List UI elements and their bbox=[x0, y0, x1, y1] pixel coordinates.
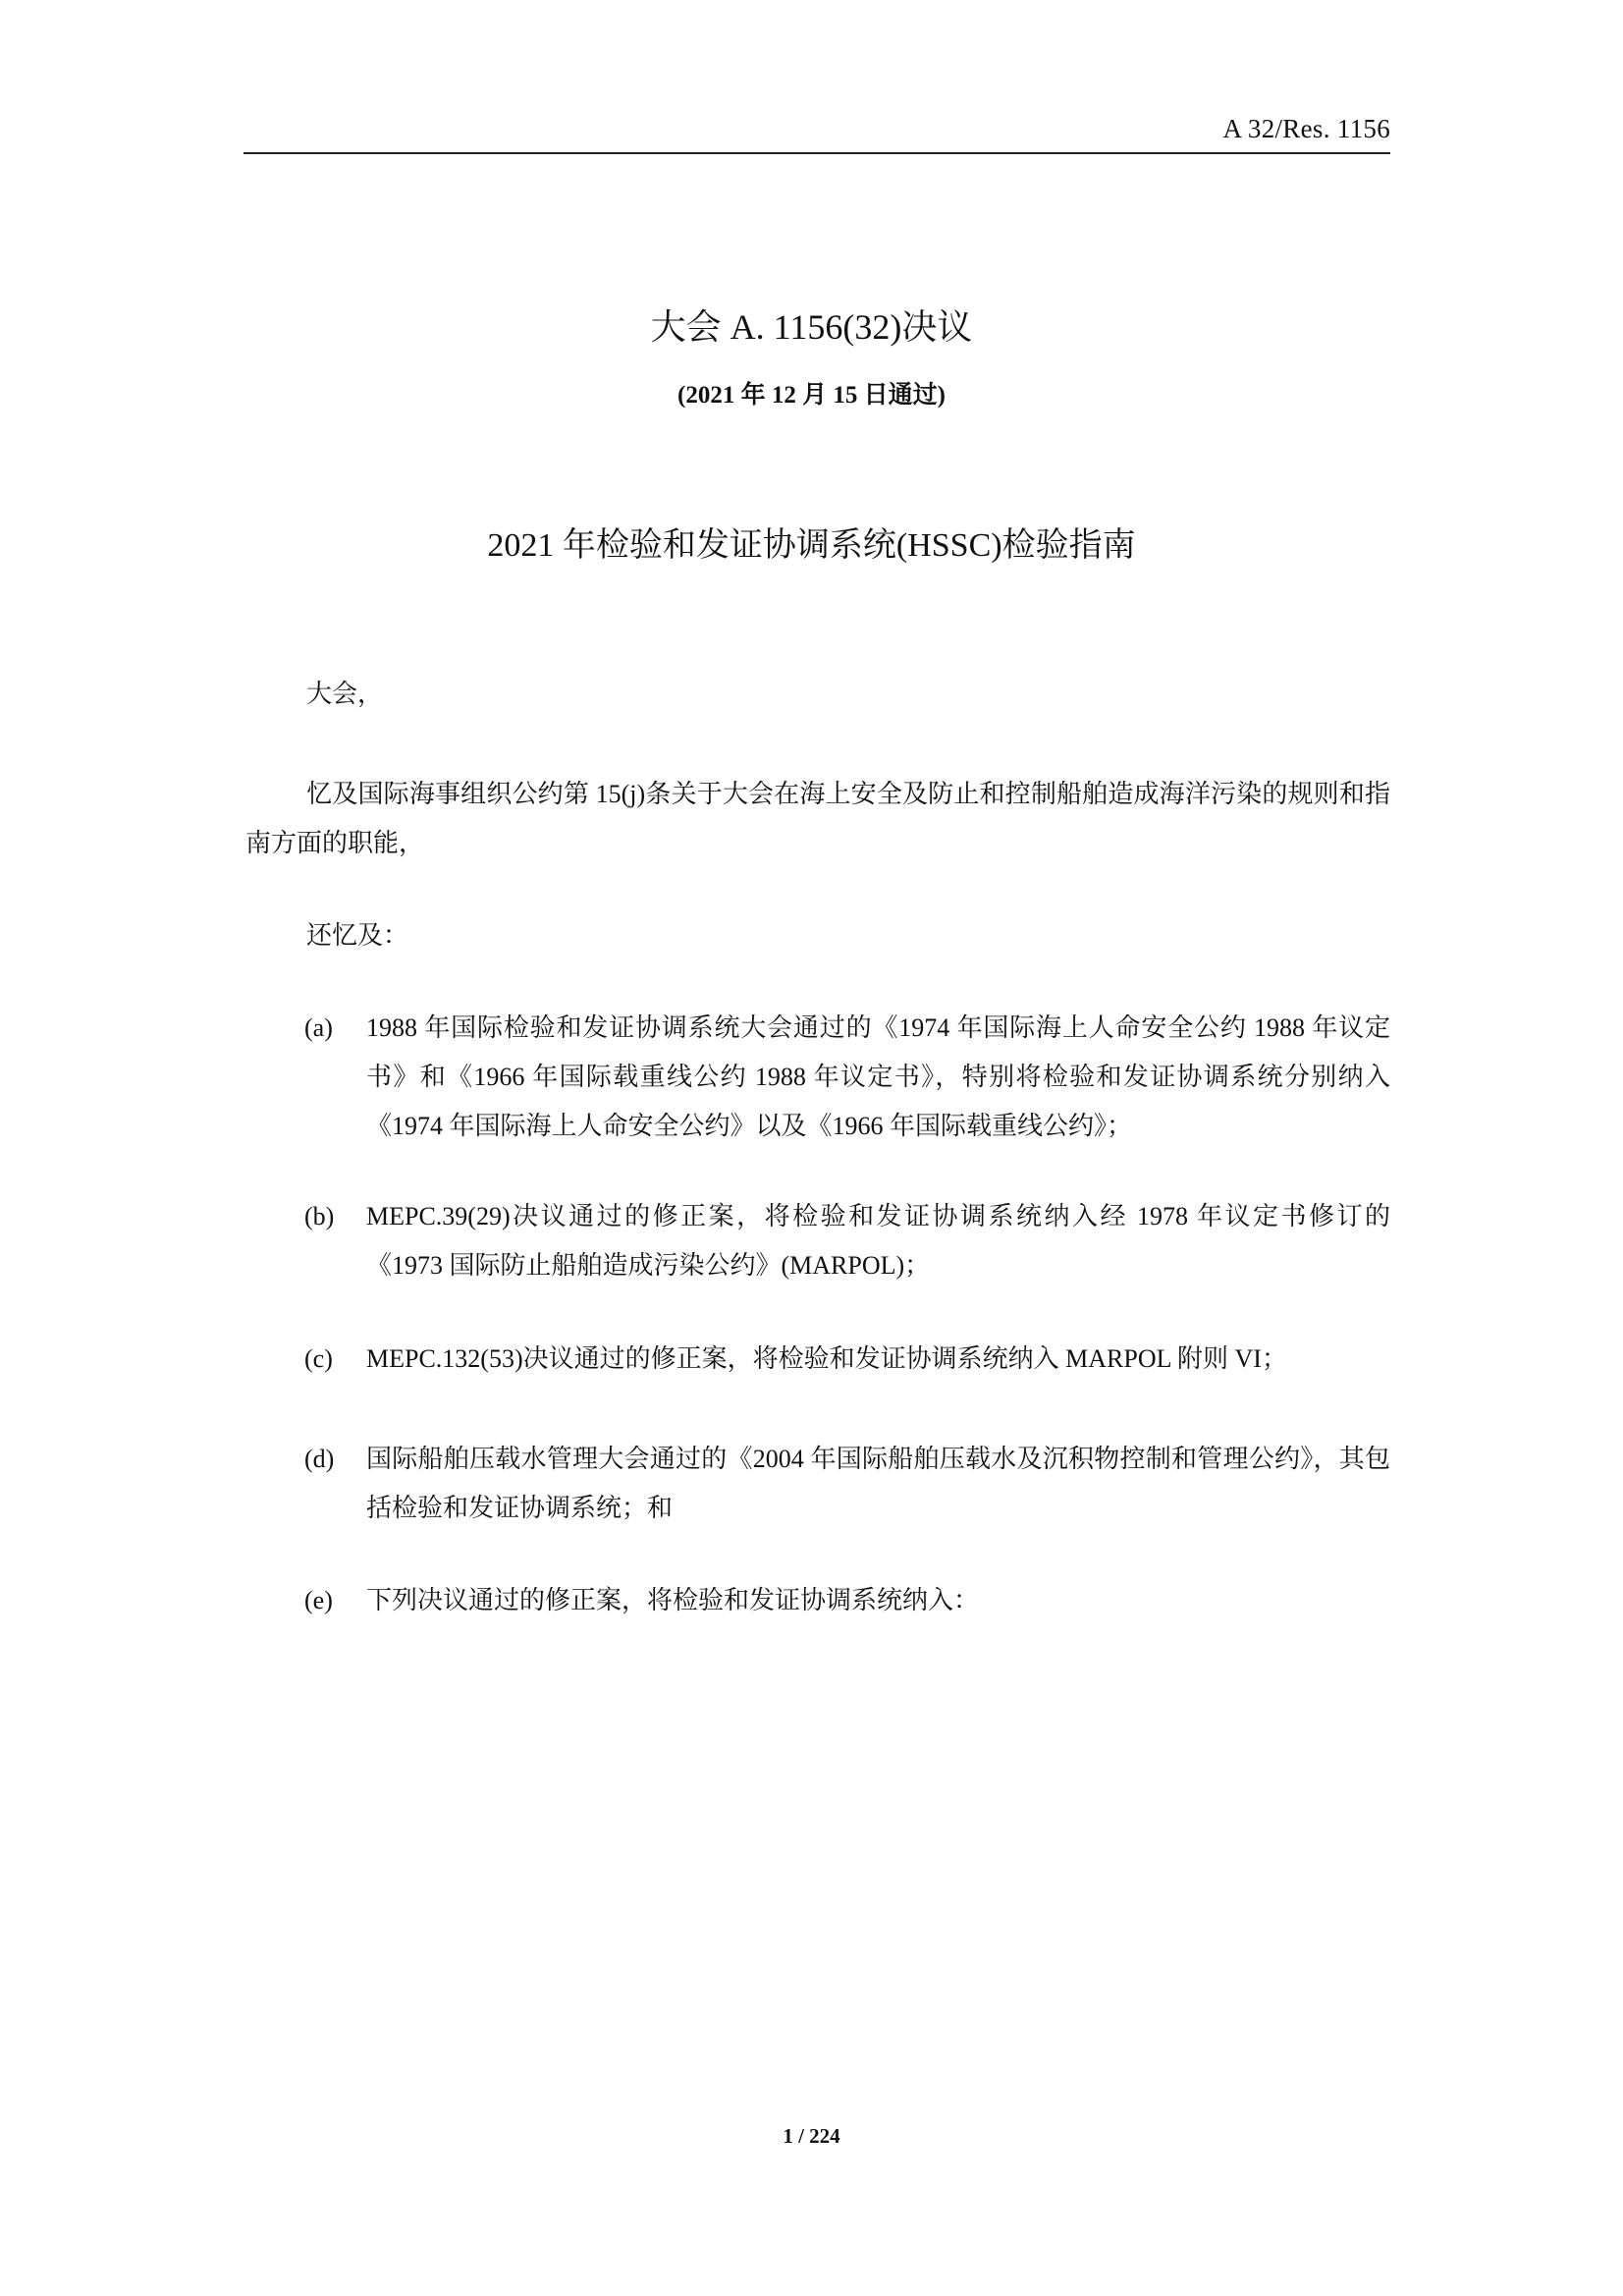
page-number: 1 / 224 bbox=[783, 2124, 840, 2148]
list-item-text: 下列决议通过的修正案，将检验和发证协调系统纳入： bbox=[366, 1586, 980, 1614]
header-divider bbox=[243, 152, 1390, 154]
list-item-c bbox=[304, 1335, 1390, 1384]
recalling-paragraph-2 bbox=[245, 911, 1390, 960]
adoption-date: (2021 年 12 月 15 日通过) bbox=[677, 382, 946, 409]
list-item-a bbox=[304, 1004, 1390, 1151]
list-item-text: 国际船舶压载水管理大会通过的《2004 年国际船舶压载水及沉积物控制和管理公约》，其包括检验和发证协调系统；和 bbox=[366, 1445, 1390, 1522]
list-item-b bbox=[304, 1192, 1390, 1290]
recalling-paragraph-1 bbox=[245, 770, 1390, 868]
resolution-title: 大会 A. 1156(32)决议 bbox=[650, 307, 973, 347]
list-item-text: MEPC.39(29)决议通过的修正案，将检验和发证协调系统纳入经 1978 年议定书修订的《1973 国际防止船舶造成污染公约》(MARPOL)； bbox=[366, 1202, 1390, 1280]
list-item-label: (a) bbox=[304, 1013, 333, 1042]
list-item-label: (b) bbox=[304, 1202, 335, 1230]
resolution-subtitle: 2021 年检验和发证协调系统(HSSC)检验指南 bbox=[487, 527, 1136, 564]
list-item-label: (d) bbox=[304, 1445, 335, 1473]
opening-paragraph bbox=[245, 670, 1390, 719]
list-item-e bbox=[304, 1576, 1390, 1625]
document-reference: A 32/Res. 1156 bbox=[1222, 114, 1390, 143]
list-item-label: (e) bbox=[304, 1586, 333, 1614]
list-item-label: (c) bbox=[304, 1344, 333, 1373]
recalling-text-1: 忆及国际海事组织公约第 15(j)条关于大会在海上安全及防止和控制船舶造成海洋污染的规则和指南方面的职能， bbox=[245, 780, 1390, 857]
recalling-text-2: 还忆及： bbox=[306, 921, 409, 950]
list-item-text: 1988 年国际检验和发证协调系统大会通过的《1974 年国际海上人命安全公约 1988 年议定书》和《1966 年国际载重线公约 1988 年议定书》，特别将检验和发证协调系统分别纳入《1974 年国际海上人命安全公约》以及《1966 年国际载重线公约》； bbox=[366, 1013, 1390, 1140]
list-item-d bbox=[304, 1435, 1390, 1533]
opening-text: 大会， bbox=[306, 680, 384, 708]
list-item-text: MEPC.132(53)决议通过的修正案，将检验和发证协调系统纳入 MARPOL 附则 VI； bbox=[366, 1344, 1287, 1373]
